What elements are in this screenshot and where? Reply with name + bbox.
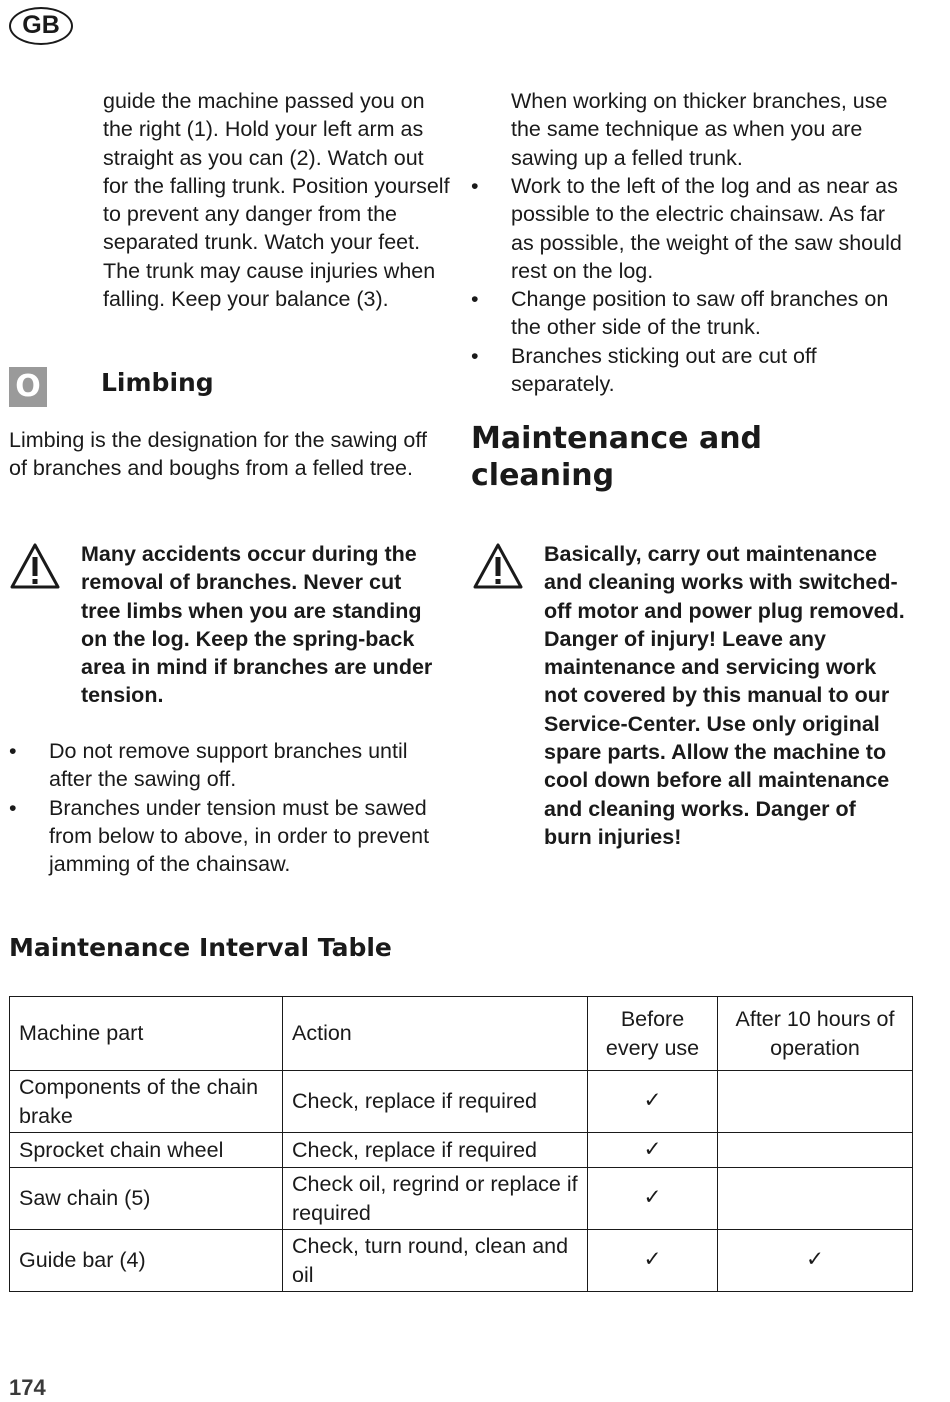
- cell-part: Sprocket chain wheel: [10, 1133, 283, 1168]
- limbing-intro: [9, 426, 439, 483]
- check-mark-icon: ✓: [588, 1230, 718, 1292]
- list-item: • Branches under tension must be sawed from below to above, in order to prevent jamming of the chainsaw.: [9, 794, 444, 879]
- table-row: [10, 1071, 913, 1133]
- column-header-before-every-use: Before every use: [588, 997, 718, 1071]
- interval-table-title: Maintenance Interval Table: [9, 933, 392, 962]
- table-row: [10, 1230, 913, 1292]
- table-header-row: [10, 997, 913, 1071]
- thicker-branches-text: When working on thicker branches, use the same technique as when you are sawing up a felled trunk.: [511, 89, 888, 170]
- warning-triangle-icon: [472, 542, 524, 595]
- cell-action: Check oil, regrind or replace if required: [283, 1168, 588, 1230]
- check-mark-icon: ✓: [588, 1168, 718, 1230]
- continued-paragraph: [103, 87, 453, 313]
- page-number: 174: [9, 1375, 46, 1400]
- cell-after: [718, 1071, 913, 1133]
- cell-part: Guide bar (4): [10, 1230, 283, 1292]
- column-header-after-10-hours: After 10 hours of operation: [718, 997, 913, 1071]
- cell-after: [718, 1168, 913, 1230]
- maintenance-warning-text: Basically, carry out maintenance and cleaning works with switched-off motor and power plug removed. Danger of injury! Leave any maintenance and servicing work not covered by this manual to our Service-Center. Use only original spare parts. Allow the machine to cool down before all maintenance and cleaning works. Danger of burn injuries!: [544, 542, 905, 849]
- cell-action: Check, replace if required: [283, 1071, 588, 1133]
- list-item: • Branches sticking out are cut off separately.: [471, 342, 911, 399]
- cell-part: Saw chain (5): [10, 1168, 283, 1230]
- maintenance-warning: [544, 540, 909, 851]
- column-header-machine-part: Machine part: [10, 997, 283, 1071]
- maintenance-interval-table: [9, 996, 913, 1292]
- continued-text: guide the machine passed you on the right (1). Hold your left arm as straight as you can (2). Watch out for the falling trunk. Position yourself to prevent any danger from the separated trunk. Watch your feet. The trunk may cause injuries when falling. Keep your balance (3).: [103, 89, 450, 312]
- list-item: • Work to the left of the log and as near as possible to the electric chainsaw. As far as possible, the weight of the saw should rest on the log.: [471, 172, 911, 285]
- section-letter-box: O: [9, 367, 47, 407]
- cell-after: [718, 1133, 913, 1168]
- limbing-warning: [81, 540, 446, 710]
- warning-triangle-icon: [9, 542, 61, 595]
- list-item: • Do not remove support branches until after the sawing off.: [9, 737, 444, 794]
- cell-part: Components of the chain brake: [10, 1071, 283, 1133]
- maintenance-title: Maintenance and cleaning: [471, 421, 763, 493]
- cell-action: Check, turn round, clean and oil: [283, 1230, 588, 1292]
- table-row: [10, 1133, 913, 1168]
- check-mark-icon: ✓: [718, 1230, 913, 1292]
- country-code-badge: GB: [9, 7, 73, 45]
- thicker-branches-intro: [511, 87, 911, 172]
- right-bullet-list: [471, 172, 911, 398]
- limbing-warning-text: Many accidents occur during the removal of branches. Never cut tree limbs when you are standing on the log. Keep the spring-back area in mind if branches are under tension.: [81, 542, 433, 708]
- section-title-limbing: Limbing: [101, 368, 214, 397]
- check-mark-icon: ✓: [588, 1071, 718, 1133]
- table-row: [10, 1168, 913, 1230]
- limbing-intro-text: Limbing is the designation for the sawing off of branches and boughs from a felled tree.: [9, 428, 427, 481]
- list-item: • Change position to saw off branches on the other side of the trunk.: [471, 285, 911, 342]
- limbing-bullet-list: [9, 737, 444, 878]
- column-header-action: Action: [283, 997, 588, 1071]
- cell-action: Check, replace if required: [283, 1133, 588, 1168]
- check-mark-icon: ✓: [588, 1133, 718, 1168]
